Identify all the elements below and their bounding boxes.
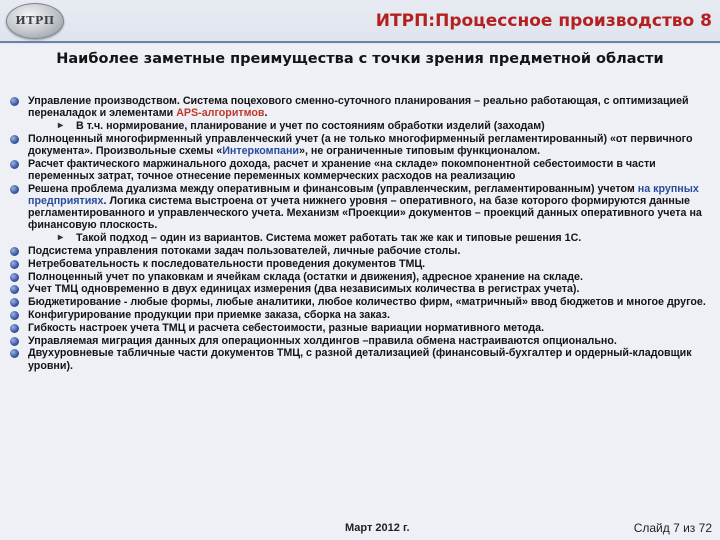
bullet-item-two-level-tables (10, 347, 710, 371)
bullet-icon (10, 273, 19, 282)
itrp-logo (6, 3, 64, 39)
slide-header (0, 0, 720, 44)
bullet-icon (10, 135, 19, 144)
bullet-icon (10, 311, 19, 320)
slide-number: Слайд 7 из 72 (633, 521, 712, 535)
bullet-text: Двухуровневые табличные части документов ТМЦ, с разной детализацией (финансовый-бухгалтер и ордерный-кладовщик уровни). (28, 347, 692, 372)
bullet-item-margin-income (10, 158, 710, 182)
bullet-text: Бюджетирование - любые формы, любые аналитики, любое количество фирм, «матричный» ввод бюджетов и многое другое. (28, 296, 706, 309)
bullet-item-task-flows (10, 245, 710, 257)
bullet-item-production-planning (10, 95, 710, 119)
triangle-arrow-icon: ▸ (58, 120, 64, 131)
bullet-icon (10, 185, 19, 194)
sub-item-norming (10, 120, 710, 132)
bullet-item-dualism (10, 183, 710, 232)
triangle-arrow-icon: ▸ (58, 232, 64, 244)
bullet-item-warehouse-cells (10, 271, 710, 283)
logo-text: ИТРП (15, 14, 55, 27)
bullet-text-end: . (264, 107, 268, 120)
bullet-icon (10, 337, 19, 346)
bullet-icon (10, 97, 19, 106)
bullet-text-end: . Логика система выстроена от учета нижнего уровня – оперативного, на базе которого формируются данные регламентированного и управленческого учета. Механизм «Проекции» документов – проекций данных оперативного учета на финансовую плоскость. (28, 195, 702, 232)
bullet-item-multifirm-accounting (10, 133, 710, 157)
footer-date: Март 2012 г. (345, 522, 410, 534)
bullet-icon (10, 324, 19, 333)
bullet-text: Подсистема управления потоками задач пользователей, личные рабочие столы. (28, 245, 461, 257)
header-divider (0, 41, 720, 43)
bullet-text: Конфигурирование продукции при приемке заказа, сборка на заказ. (28, 308, 390, 321)
bullet-text: Управляемая миграция данных для операционных холдингов –правила обмена настраиваются опционально. (28, 334, 617, 347)
slide-subtitle: Наиболее заметные преимущества с точки зрения предметной области (56, 51, 664, 67)
slide-title: ИТРП:Процессное производство 8 (375, 11, 712, 31)
bullet-icon (10, 349, 19, 358)
bullet-item-two-units (10, 283, 710, 295)
bullet-text-end: », не ограниченные типовым функционалом. (299, 145, 541, 157)
bullet-text: Решена проблема дуализма между оперативным и финансовым (управленческим, регламентированным) учетом (28, 182, 638, 195)
sub-item-text: Такой подход – один из вариантов. Система может работать так же как и типовые решения 1С. (76, 232, 582, 245)
bullet-icon (10, 160, 19, 169)
bullet-text: Нетребовательность к последовательности проведения документов ТМЦ. (28, 257, 426, 270)
bullet-text: Учет ТМЦ одновременно в двух единицах измерения (два независимых количества в регистрах учета). (28, 283, 580, 296)
bullet-item-posting-order (10, 258, 710, 270)
bullet-highlight: APS-алгоритмов (176, 107, 265, 120)
bullet-highlight: Интеркомпани (222, 145, 300, 157)
sub-item-text: В т.ч. нормирование, планирование и учет по состояниям обработки изделий (заходам) (76, 120, 545, 132)
bullet-icon (10, 285, 19, 294)
bullet-icon (10, 247, 19, 256)
bullet-text: Гибкость настроек учета ТМЦ и расчета себестоимости, разные вариации нормативного метода. (28, 321, 545, 334)
bullet-list (10, 95, 710, 372)
bullet-text: Полноценный учет по упаковкам и ячейкам склада (остатки и движения), адресное хранение на складе. (28, 270, 583, 283)
bullet-text: Управление производством. Система поцехового сменно-суточного планирования – реально работающая, с оптимизацией переналадок и элементами (28, 95, 689, 120)
bullet-icon (10, 298, 19, 307)
sub-item-approach (10, 232, 710, 244)
bullet-text: Полноценный многофирменный управленческий учет (а не только многофирменный регламентированный) «от первичного документа». Произвольные схемы « (28, 132, 693, 157)
bullet-item-budgeting (10, 296, 710, 308)
bullet-item-cost-settings (10, 322, 710, 334)
bullet-item-product-configuring (10, 309, 710, 321)
bullet-text: Расчет фактического маржинального дохода, расчет и хранение «на складе» покомпонентной себестоимости в части переменных затрат, точное отнесение переменных коммерческих расходов на реализацию (28, 157, 656, 182)
bullet-item-data-migration (10, 335, 710, 347)
bullet-highlight: на крупных предприятиях (28, 182, 699, 207)
bullet-icon (10, 260, 19, 269)
